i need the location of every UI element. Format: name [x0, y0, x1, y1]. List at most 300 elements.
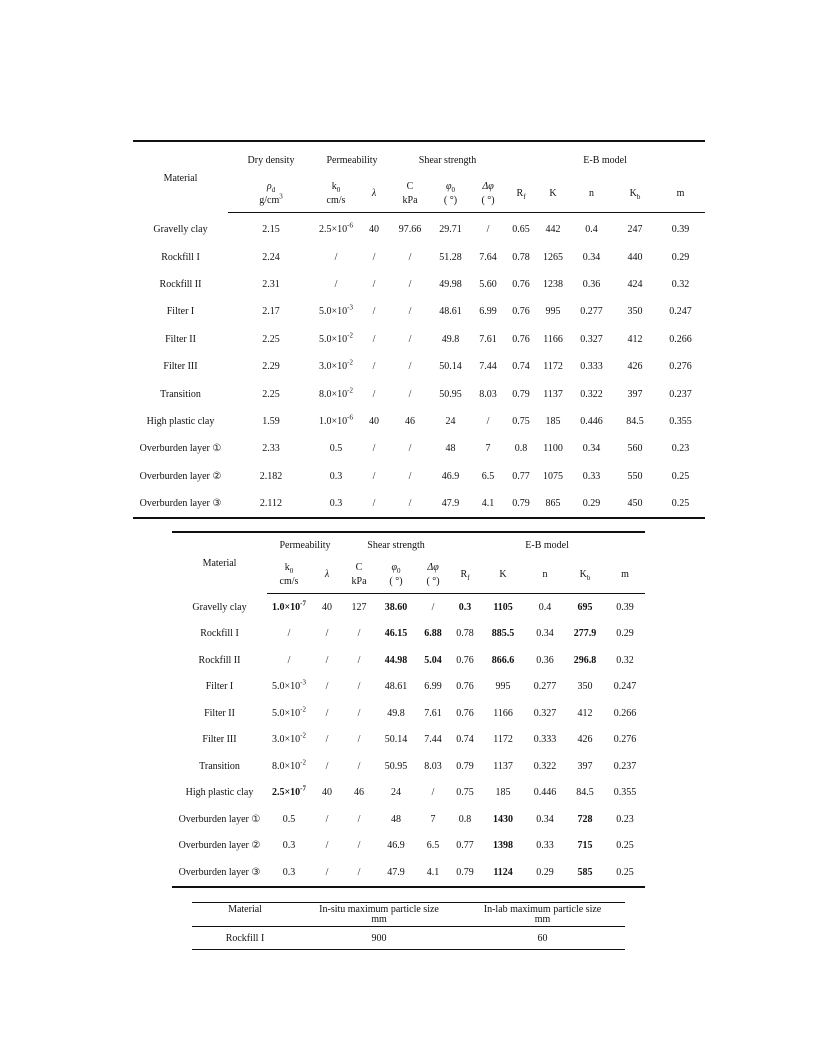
cell-rf: 0.79	[512, 498, 530, 510]
cell-lambda: /	[372, 470, 376, 482]
cell-m: 0.23	[616, 813, 634, 825]
cell-c: /	[408, 498, 412, 510]
cell-K: 995	[495, 681, 511, 693]
cell-dphi: 5.04	[424, 654, 442, 666]
cell-material: Overburden layer ②	[178, 840, 261, 852]
cell-K: 1430	[493, 813, 514, 825]
cell-n: 0.446	[580, 415, 603, 427]
inverted-parameters-table	[172, 531, 645, 888]
cell-lambda: /	[372, 443, 376, 455]
cell-K: 1075	[543, 470, 564, 482]
cell-K: 1166	[493, 707, 513, 719]
cell-c: /	[357, 681, 361, 693]
cell-kb: 397	[577, 760, 593, 772]
cell-rf: 0.78	[512, 251, 530, 263]
cell-m: 0.32	[671, 278, 690, 290]
cell-K: 185	[495, 787, 511, 799]
cell-c: /	[357, 813, 361, 825]
cell-dphi: 6.5	[426, 840, 440, 852]
cell-dphi: 6.99	[424, 681, 442, 693]
cell-lambda: /	[372, 388, 376, 400]
cell-kb: 560	[627, 443, 643, 455]
header-shear-strength: Shear strength	[418, 154, 477, 166]
cell-dphi: 7	[430, 813, 436, 825]
cell-material: Filter III	[163, 361, 198, 373]
table-row	[133, 271, 705, 298]
cell-c: 127	[351, 601, 367, 613]
cell-K: 865	[545, 498, 561, 510]
header-material: Material	[202, 557, 237, 569]
cell-phi0: 47.9	[441, 498, 460, 510]
cell-n: 0.277	[533, 681, 557, 693]
cell-material: High plastic clay	[146, 415, 215, 427]
table-row	[133, 463, 705, 490]
cell-c: 97.66	[398, 224, 422, 236]
cell-rf: 0.74	[512, 361, 530, 373]
cell-c: /	[357, 866, 361, 878]
cell-rf: 0.77	[456, 840, 474, 852]
cell-k0: $3.0\times 10^{-2}$	[272, 731, 306, 746]
cell-phi0: 50.95	[384, 760, 408, 772]
header-eb-model: E-B model	[583, 154, 627, 166]
cell-material: Filter II	[165, 333, 196, 345]
table-row	[172, 727, 645, 754]
cell-m: 0.29	[671, 251, 690, 263]
cell-material: Overburden layer ③	[139, 498, 222, 510]
cell-rf: 0.79	[456, 866, 474, 878]
cell-k0: /	[287, 628, 291, 640]
cell-k0: $1.0\times 10^{-6}$	[319, 413, 353, 427]
cell-c: /	[408, 278, 412, 290]
cell-m: 0.276	[613, 734, 637, 746]
cell-c: /	[408, 306, 412, 318]
cell-m: 0.25	[671, 470, 690, 482]
cell-phi0: 47.9	[387, 866, 405, 878]
cell-rf: 0.8	[458, 813, 472, 825]
cell-kb: 247	[627, 224, 643, 236]
cell-m: 0.237	[669, 388, 692, 400]
cell-lambda: /	[325, 654, 329, 666]
header-dry-density: Dry density	[247, 154, 295, 166]
cell-k0: 0.3	[329, 498, 343, 510]
cell-phi0: 48.61	[439, 306, 462, 318]
cell-phi0: 50.14	[384, 734, 408, 746]
cell-c: /	[408, 361, 412, 373]
cell-rf: 0.78	[456, 628, 474, 640]
cell-k0: /	[334, 251, 338, 263]
cell-dphi: 4.1	[481, 498, 495, 510]
cell-kb: 426	[627, 361, 643, 373]
cell-k0: $1.0\times 10^{-7}$	[271, 599, 307, 613]
cell-dphi: 6.88	[424, 628, 442, 640]
cell-rho: 1.59	[262, 415, 280, 427]
cell-n: 0.327	[533, 707, 557, 719]
cell-material: Filter II	[204, 707, 235, 719]
cell-m: 0.39	[671, 224, 690, 236]
cell-kb: 84.5	[576, 787, 594, 799]
cell-material: Overburden layer ②	[139, 470, 222, 482]
cell-lambda: 40	[322, 601, 332, 613]
cell-c: /	[357, 840, 361, 852]
cell-lambda: /	[372, 306, 376, 318]
cell-kb: 84.5	[626, 415, 644, 427]
cell-dphi: 5.60	[479, 278, 497, 290]
cell-m: 0.32	[616, 654, 634, 666]
cell-material: Transition	[199, 760, 240, 772]
cell-rf: 0.75	[512, 415, 530, 427]
header-n: n	[525, 557, 565, 594]
cell-rf: 0.3	[458, 601, 472, 613]
material-parameters-table	[133, 140, 705, 519]
cell-m: 0.29	[616, 628, 634, 640]
cell-dphi: 6.5	[481, 470, 495, 482]
cell-dphi: /	[431, 787, 435, 799]
cell-phi0: 49.8	[387, 707, 405, 719]
cell-K: 1100	[543, 443, 563, 455]
cell-n: 0.36	[536, 654, 554, 666]
cell-k0: 0.3	[282, 866, 296, 878]
cell-K: 1172	[543, 361, 563, 373]
cell-lambda: /	[325, 840, 329, 852]
cell-k0: $2.5\times 10^{-6}$	[319, 221, 353, 236]
table-row	[133, 213, 705, 244]
cell-c: /	[408, 251, 412, 263]
table3-body	[192, 927, 625, 950]
cell-K: 1398	[493, 840, 514, 852]
cell-kb: 715	[577, 840, 593, 852]
cell-rho: 2.25	[262, 333, 280, 345]
cell-rf: 0.76	[456, 654, 474, 666]
cell-n: 0.322	[533, 760, 557, 772]
cell-k0: 0.5	[282, 813, 296, 825]
particle-size-table	[192, 902, 625, 950]
cell-n: 0.4	[538, 601, 552, 613]
table-row	[172, 753, 645, 780]
cell-kb: 440	[627, 251, 643, 263]
header-rho-d: $\rho_d$ $g/cm^3$	[228, 176, 314, 213]
table-row	[133, 326, 705, 353]
header-delta-phi: Δφ ( °)	[417, 557, 449, 594]
table-row	[172, 780, 645, 807]
cell-K: 1137	[493, 760, 513, 772]
cell-phi0: 46.15	[384, 628, 408, 640]
cell-material: Filter III	[202, 734, 237, 746]
header-k: K	[481, 557, 525, 594]
header-rf: $R_f$	[449, 557, 481, 594]
cell-m: 0.247	[613, 681, 637, 693]
cell-lambda: /	[372, 251, 376, 263]
table-row	[133, 380, 705, 407]
cell-m: 0.23	[671, 443, 690, 455]
cell-m: 0.25	[616, 840, 634, 852]
header-phi0: $\varphi_0$ ( °)	[375, 557, 417, 594]
cell-k0: $5.0\times 10^{-3}$	[319, 304, 353, 318]
header-in-lab: In-lab maximum particle size mm	[460, 903, 625, 927]
cell-kb: 585	[577, 866, 593, 878]
header-material: Material	[192, 903, 298, 927]
cell-phi0: 51.28	[439, 251, 462, 263]
table-row	[133, 490, 705, 518]
table-row	[172, 806, 645, 833]
table-row	[172, 594, 645, 621]
cell-dphi: /	[486, 224, 490, 236]
cell-phi0: 49.8	[441, 333, 460, 345]
cell-m: 0.25	[616, 866, 634, 878]
cell-n: 0.4	[585, 224, 598, 236]
cell-n: 0.327	[580, 333, 603, 345]
cell-material: Rockfill I	[161, 251, 200, 263]
cell-rho: 2.29	[262, 361, 280, 373]
table-row	[172, 647, 645, 674]
cell-k0: $8.0\times 10^{-2}$	[272, 758, 306, 772]
cell-k0: $5.0\times 10^{-3}$	[272, 678, 306, 693]
cell-dphi: 6.99	[479, 306, 497, 318]
header-lambda: λ	[358, 176, 390, 213]
cell-in-lab: 60	[537, 932, 548, 944]
cell-rf: 0.79	[456, 760, 474, 772]
header-m: m	[605, 557, 645, 594]
cell-rf: 0.76	[512, 306, 530, 318]
cell-material: Transition	[160, 388, 201, 400]
cell-dphi: 7.61	[424, 707, 442, 719]
cell-lambda: /	[325, 734, 329, 746]
cell-kb: 695	[577, 601, 593, 613]
cell-lambda: /	[325, 707, 329, 719]
cell-dphi: 7.44	[479, 361, 497, 373]
cell-K: 1137	[543, 388, 563, 400]
cell-dphi: 7.44	[424, 734, 442, 746]
table-row	[133, 298, 705, 325]
table-row	[172, 833, 645, 860]
cell-rf: 0.79	[512, 388, 530, 400]
cell-n: 0.322	[580, 388, 603, 400]
cell-K: 1265	[543, 251, 564, 263]
header-c: C kPa	[390, 176, 430, 213]
cell-phi0: 44.98	[384, 654, 408, 666]
cell-dphi: 7	[485, 443, 491, 455]
cell-n: 0.29	[536, 866, 554, 878]
cell-material: Gravelly clay	[192, 601, 247, 613]
cell-kb: 426	[577, 734, 593, 746]
cell-K: 1105	[493, 601, 513, 613]
cell-kb: 550	[627, 470, 643, 482]
header-rf: $R_f$	[505, 176, 537, 213]
cell-m: 0.237	[613, 760, 637, 772]
cell-lambda: 40	[369, 224, 379, 236]
cell-m: 0.266	[613, 707, 637, 719]
header-k0: $k_0$ cm/s	[314, 176, 358, 213]
table-row	[172, 700, 645, 727]
cell-m: 0.355	[669, 415, 692, 427]
cell-material: Rockfill II	[198, 654, 241, 666]
cell-rf: 0.75	[456, 787, 474, 799]
cell-c: /	[408, 443, 412, 455]
header-m: m	[656, 176, 705, 213]
cell-n: 0.333	[533, 734, 557, 746]
cell-kb: 397	[627, 388, 643, 400]
cell-phi0: 49.98	[439, 278, 462, 290]
cell-k0: 0.5	[329, 443, 343, 455]
table-row	[172, 674, 645, 701]
cell-n: 0.446	[533, 787, 557, 799]
cell-kb: 728	[577, 813, 593, 825]
cell-n: 0.33	[536, 840, 554, 852]
cell-k0: $5.0\times 10^{-2}$	[272, 705, 306, 719]
cell-rf: 0.74	[456, 734, 474, 746]
header-permeability: Permeability	[279, 539, 331, 551]
cell-lambda: /	[325, 866, 329, 878]
cell-K: 885.5	[491, 628, 515, 640]
header-n: n	[569, 176, 614, 213]
cell-rho: 2.15	[262, 224, 280, 236]
cell-rho: 2.31	[262, 278, 280, 290]
cell-K: 1172	[493, 734, 513, 746]
cell-lambda: /	[372, 333, 376, 345]
cell-c: /	[357, 734, 361, 746]
cell-c: /	[408, 470, 412, 482]
cell-rf: 0.76	[512, 333, 530, 345]
cell-m: 0.39	[616, 601, 634, 613]
cell-material: Rockfill I	[200, 628, 239, 640]
cell-dphi: 7.64	[479, 251, 497, 263]
table-row	[172, 859, 645, 887]
table2-body	[172, 594, 645, 887]
header-c: C kPa	[343, 557, 375, 594]
cell-dphi: 4.1	[426, 866, 440, 878]
cell-lambda: /	[372, 498, 376, 510]
cell-c: /	[357, 628, 361, 640]
header-k0: $k_0$ cm/s	[267, 557, 311, 594]
table-row	[133, 243, 705, 270]
cell-n: 0.36	[582, 278, 601, 290]
cell-k0: /	[287, 654, 291, 666]
cell-n: 0.34	[582, 443, 601, 455]
cell-lambda: 40	[322, 787, 332, 799]
cell-phi0: 46.9	[441, 470, 460, 482]
cell-k0: 0.3	[329, 470, 343, 482]
cell-phi0: 48	[445, 443, 456, 455]
header-k: K	[537, 176, 569, 213]
cell-lambda: /	[325, 628, 329, 640]
cell-phi0: 48	[391, 813, 402, 825]
cell-rf: 0.65	[512, 224, 530, 236]
cell-c: /	[408, 388, 412, 400]
cell-kb: 350	[577, 681, 593, 693]
cell-lambda: /	[325, 681, 329, 693]
cell-m: 0.266	[669, 333, 692, 345]
cell-phi0: 24	[445, 415, 456, 427]
cell-phi0: 50.95	[439, 388, 462, 400]
cell-n: 0.333	[580, 361, 603, 373]
table-row	[133, 408, 705, 435]
cell-c: 46	[405, 415, 416, 427]
cell-phi0: 48.61	[384, 681, 408, 693]
cell-c: 46	[354, 787, 365, 799]
header-permeability: Permeability	[326, 154, 378, 166]
cell-lambda: /	[325, 760, 329, 772]
cell-phi0: 50.14	[439, 361, 462, 373]
cell-rf: 0.76	[456, 681, 474, 693]
cell-K: 1238	[543, 278, 564, 290]
header-lambda: λ	[311, 557, 343, 594]
cell-c: /	[357, 760, 361, 772]
cell-k0: $3.0\times 10^{-2}$	[319, 358, 353, 373]
cell-material: Filter I	[166, 306, 195, 318]
cell-K: 995	[545, 306, 561, 318]
cell-K: 185	[545, 415, 561, 427]
cell-rho: 2.17	[262, 306, 280, 318]
cell-c: /	[357, 707, 361, 719]
cell-rho: 2.25	[262, 388, 280, 400]
cell-k0: /	[334, 278, 338, 290]
header-material: Material	[163, 172, 198, 184]
cell-m: 0.25	[671, 498, 690, 510]
cell-kb: 296.8	[573, 654, 597, 666]
cell-phi0: 38.60	[384, 601, 408, 613]
header-in-situ: In-situ maximum particle size mm	[298, 903, 460, 927]
cell-material: Gravelly clay	[153, 223, 208, 235]
cell-lambda: 40	[369, 415, 379, 427]
header-kb: $K_b$	[614, 176, 656, 213]
cell-k0: $8.0\times 10^{-2}$	[319, 386, 353, 400]
cell-material: High plastic clay	[185, 787, 254, 799]
cell-material: Overburden layer ③	[178, 866, 261, 878]
cell-k0: $5.0\times 10^{-2}$	[319, 331, 353, 345]
table-row	[133, 435, 705, 462]
cell-K: 866.6	[491, 654, 515, 666]
cell-material: Overburden layer ①	[178, 813, 261, 825]
cell-rho: 2.24	[262, 251, 280, 263]
cell-rf: 0.77	[512, 470, 530, 482]
cell-n: 0.33	[582, 470, 601, 482]
cell-kb: 412	[627, 333, 643, 345]
cell-dphi: /	[431, 601, 435, 613]
cell-material: Filter I	[205, 681, 234, 693]
cell-kb: 412	[577, 707, 593, 719]
cell-m: 0.276	[669, 361, 692, 373]
cell-material: Rockfill II	[159, 278, 202, 290]
cell-rf: 0.76	[456, 707, 474, 719]
header-kb: $K_b$	[565, 557, 605, 594]
cell-material: Overburden layer ①	[139, 443, 222, 455]
cell-phi0: 24	[391, 787, 402, 799]
cell-K: 1166	[543, 333, 563, 345]
cell-n: 0.29	[582, 498, 601, 510]
cell-kb: 350	[627, 306, 643, 318]
cell-k0: 0.3	[282, 840, 296, 852]
table1-body	[133, 213, 705, 519]
cell-phi0: 46.9	[387, 840, 405, 852]
cell-n: 0.34	[536, 813, 554, 825]
cell-kb: 450	[627, 498, 643, 510]
cell-c: /	[408, 333, 412, 345]
header-eb-model: E-B model	[525, 539, 569, 551]
cell-m: 0.355	[613, 787, 637, 799]
cell-rho: 2.182	[259, 470, 283, 482]
cell-rho: 2.33	[262, 443, 280, 455]
cell-rf: 0.8	[514, 443, 528, 455]
cell-n: 0.34	[582, 251, 601, 263]
cell-dphi: 8.03	[479, 388, 497, 400]
cell-kb: 277.9	[573, 628, 597, 640]
cell-n: 0.34	[536, 628, 554, 640]
cell-kb: 424	[627, 278, 643, 290]
cell-lambda: /	[372, 361, 376, 373]
cell-c: /	[357, 654, 361, 666]
cell-dphi: /	[486, 415, 490, 427]
header-phi0: $\varphi_0$ ( °)	[430, 176, 471, 213]
cell-rf: 0.76	[512, 278, 530, 290]
